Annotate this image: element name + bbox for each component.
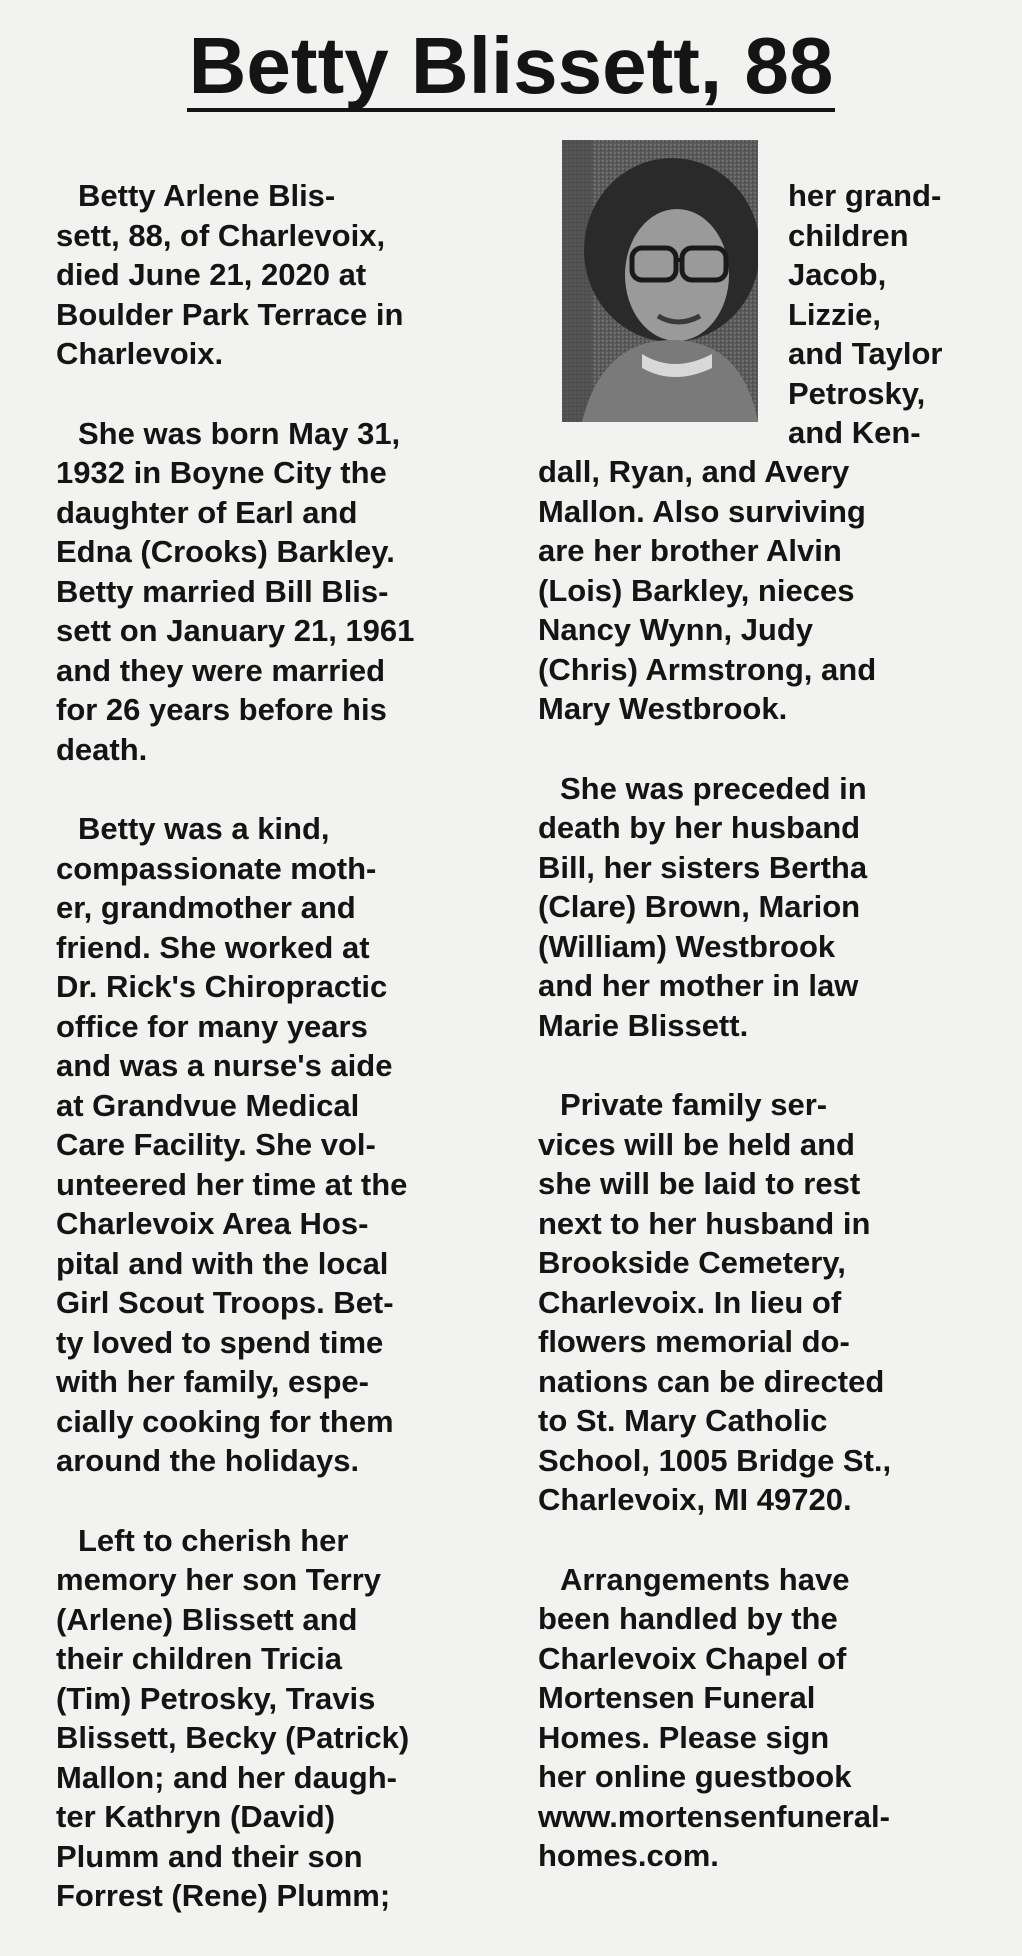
paragraph-birth: She was born May 31, 1932 in Boyne City the daughter of Earl and Edna (Crooks) Barkley. Betty married Bill Blis- sett on January 21, 1961 and they were married for 26 years before his death. bbox=[56, 415, 415, 767]
text-beside-photo: her grand- children Jacob, Lizzie, and Taylor Petrosky, and Ken- bbox=[788, 178, 943, 450]
paragraph-intro: Betty Arlene Blis- sett, 88, of Charlevoix, died June 21, 2020 at Boulder Park Terrace in Charlevoix. bbox=[56, 178, 404, 371]
obituary-headline: Betty Blissett, 88 bbox=[188, 21, 834, 110]
portrait-image bbox=[562, 140, 758, 422]
left-column bbox=[56, 176, 506, 1956]
paragraph-preceded: She was preceded in death by her husband Bill, her sisters Bertha (Clare) Brown, Marion (William) Westbrook and her mother in law Marie Blissett. bbox=[538, 770, 868, 1043]
right-column bbox=[538, 452, 988, 1916]
paragraph-arrangements: Arrangements have been handled by the Charlevoix Chapel of Mortensen Funeral Homes. Please sign her online guestbook www.mortensenfuneral- homes.com. bbox=[538, 1561, 890, 1873]
paragraph-life: Betty was a kind, compassionate moth- er, grandmother and friend. She worked at Dr. Rick's Chiropractic office for many years and was a nurse's aide at Grandvue Medical Care Facility. She vol- unteered her time at the Charlevoix Area Hos- pital and with the local Girl Scout Troops. Bet- ty loved to spend time with her family, espe- cially cooking for them around the holidays. bbox=[56, 811, 408, 1478]
paragraph-services: Private family ser- vices will be held and she will be laid to rest next to her husband in Brookside Cemetery, Charlevoix. In lieu of flowers memorial do- nations can be directed to St. Mary Catholic School, 1005 Bridge St., Charlevoix, MI 49720. bbox=[538, 1087, 892, 1517]
obituary-headline-wrap bbox=[0, 21, 1022, 112]
portrait-photo bbox=[562, 140, 758, 422]
paragraph-grandchildren: dall, Ryan, and Avery Mallon. Also surviving are her brother Alvin (Lois) Barkley, nieces Nancy Wynn, Judy (Chris) Armstrong, and Mary Westbrook. bbox=[538, 454, 877, 726]
paragraph-survivors: Left to cherish her memory her son Terry (Arlene) Blissett and their children Tricia (Tim) Petrosky, Travis Blissett, Becky (Patrick) Mallon; and her daugh- ter Kathryn (David) Plumm and their son Forrest (Rene) Plumm; bbox=[56, 1522, 410, 1913]
